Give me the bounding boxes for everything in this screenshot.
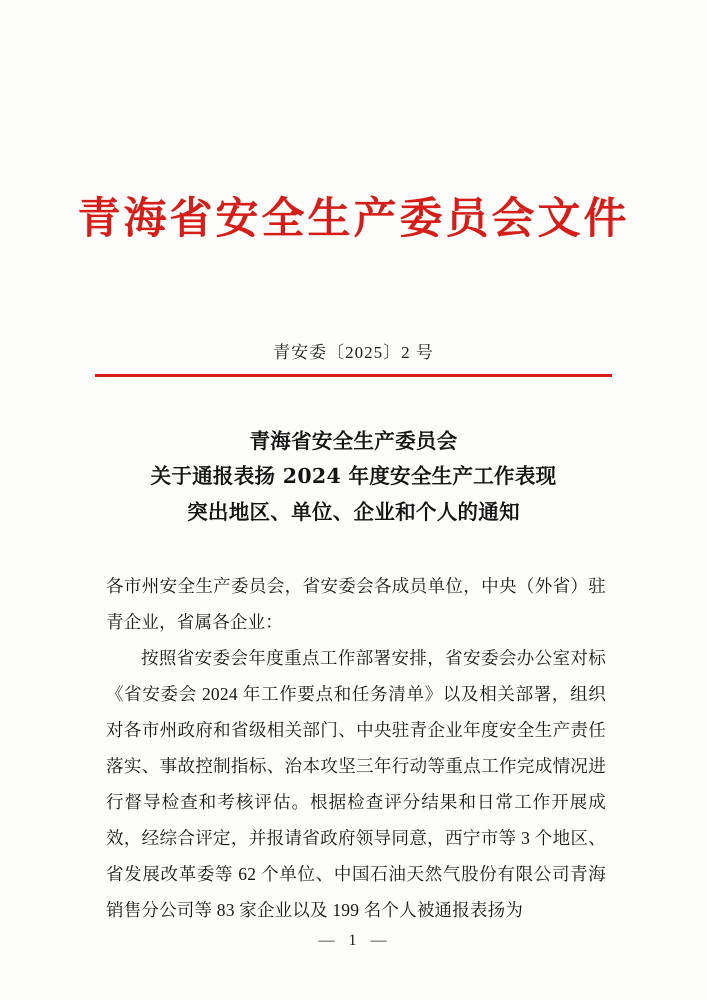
footer-dash-left: —: [318, 932, 337, 949]
headline-line-3: 突出地区、单位、企业和个人的通知: [187, 499, 520, 524]
footer-page-number: 1: [348, 932, 359, 949]
document-title: 青海省安全生产委员会文件: [77, 194, 630, 244]
body-paragraph-1: 按照省安委会年度重点工作部署安排，省安委会办公室对标《省安委会 2024 年工作要点和任务清单》以及相关部署，组织对各市州政府和省级相关部门、中央驻青企业年度安全生产责任落实、事故控制指标、治本攻坚三年行动等重点工作完成情况进行督导检查和考核评估。根据检查评分结果和日常工作开展成效，经综合评定，并报请省政府领导同意，西宁市等 3 个地区、省发展改革委等 62 个单位、中国石油天然气股份有限公司青海销售分公司等 83 家企业以及 199 名个人被通报表扬为: [106, 648, 606, 921]
body-paragraph-salutation: 各市州安全生产委员会，省安委会各成员单位，中央（外省）驻青企业，省属各企业：: [106, 576, 606, 633]
notice-body: [106, 568, 606, 928]
page-footer: [0, 932, 707, 950]
headline-line-2: 关于通报表扬 2024 年度安全生产工作表现: [150, 464, 557, 489]
notice-headline: [100, 424, 607, 530]
headline-line-1: 青海省安全生产委员会: [249, 429, 458, 453]
document-number: 青安委〔2025〕2 号: [273, 343, 434, 362]
footer-dash-right: —: [370, 932, 389, 949]
red-divider-rule: [95, 374, 612, 377]
